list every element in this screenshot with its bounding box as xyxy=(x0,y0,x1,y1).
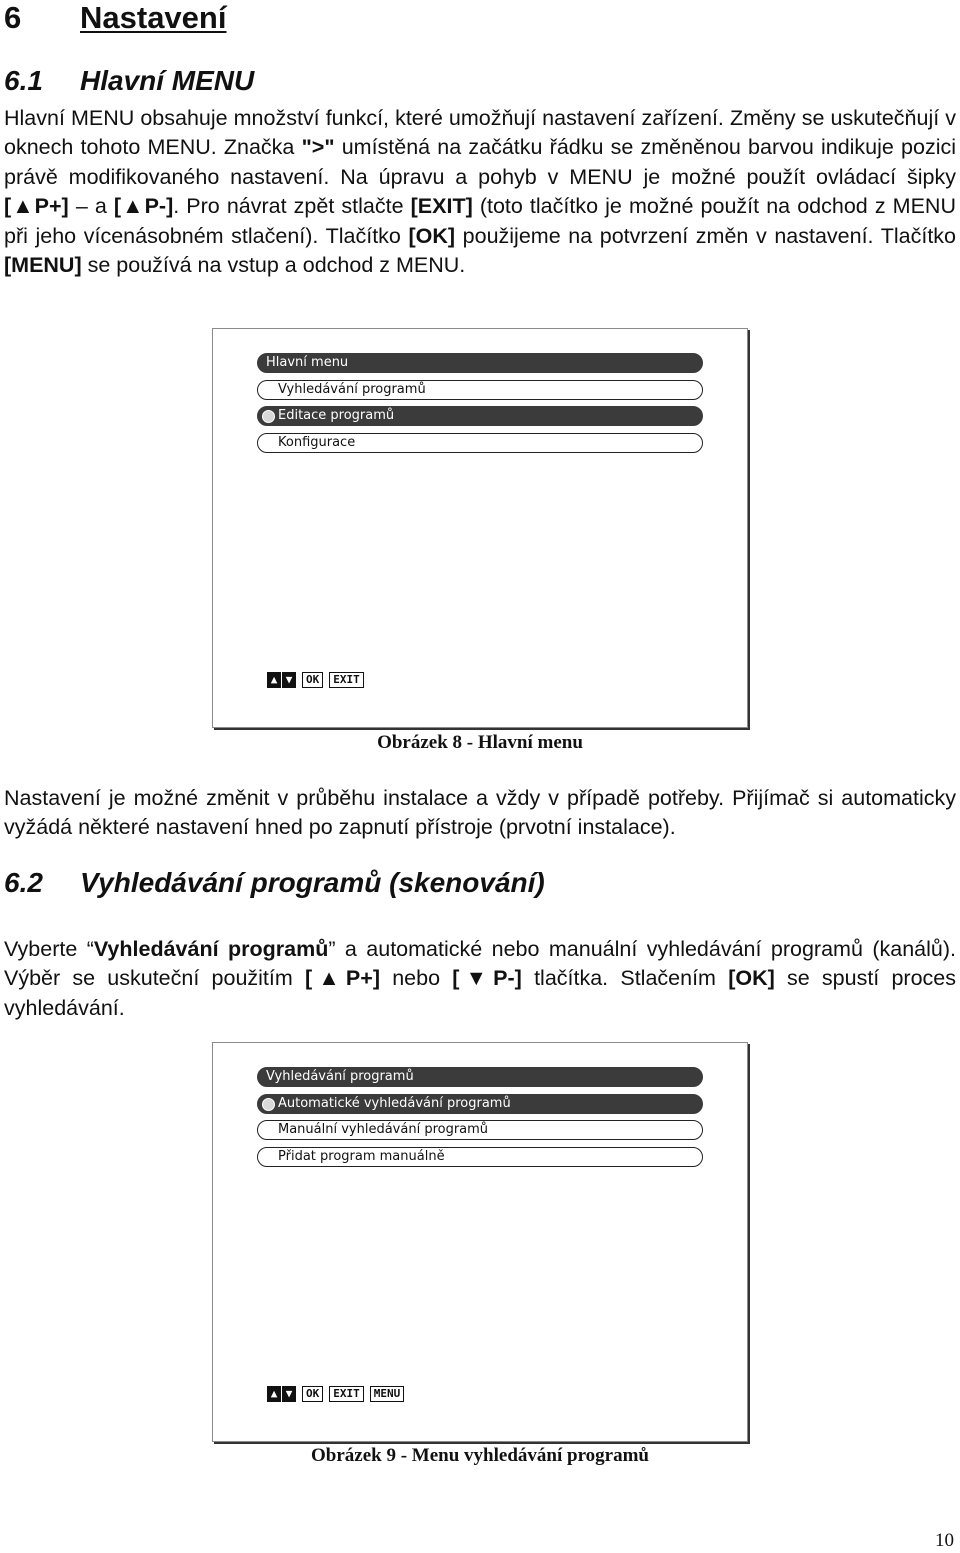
menu-item-konfigurace[interactable]: Konfigurace xyxy=(257,433,703,453)
intro-paragraph: Hlavní MENU obsahuje množství funkcí, které umožňují nastavení zařízení. Změny se uskutečňují v oknech tohoto MENU. Značka ">" umístěná na začátku řádku se změněnou barvou indikuje pozici právě modifikovaného nastavení. Na úpravu a pohyb v MENU je možné použít ovládací šipky [▲P+] – a [▲P-]. Pro návrat zpět stlačte [EXIT] (toto tlačítko je možné použít na odchod z MENU při jeho vícenásobném stlačení). Tlačítko [OK] použijeme na potvrzení změn v nastavení. Tlačítko [MENU] se používá na vstup a odchod z MENU. xyxy=(4,106,957,278)
up-down-arrow-icon: ▲ ▼ xyxy=(267,1386,296,1402)
section-number: 6.1 xyxy=(4,65,43,96)
figure-9-screen xyxy=(212,1042,748,1442)
chapter-heading xyxy=(4,0,226,36)
chapter-number: 6 xyxy=(4,0,22,35)
menu-title-bar: Hlavní menu xyxy=(257,353,703,373)
page-number: 10 xyxy=(935,1530,954,1551)
section-title: Hlavní MENU xyxy=(80,65,255,96)
menu-item-manualni[interactable]: Manuální vyhledávání programů xyxy=(257,1120,703,1140)
up-down-arrow-icon: ▲ ▼ xyxy=(267,672,296,688)
selection-dot-icon xyxy=(262,1098,275,1111)
chapter-title: Nastavení xyxy=(80,0,227,35)
menu-title-bar: Vyhledávání programů xyxy=(257,1067,703,1087)
menu-item-editace[interactable]: Editace programů xyxy=(257,406,703,426)
ok-key: OK xyxy=(302,1386,323,1402)
ok-key: OK xyxy=(302,672,323,688)
selection-dot-icon xyxy=(262,410,275,423)
menu-key: MENU xyxy=(370,1386,405,1402)
menu-item-automaticke[interactable]: Automatické vyhledávání programů xyxy=(257,1094,703,1114)
menu-bars xyxy=(257,353,703,460)
exit-key: EXIT xyxy=(329,1386,364,1402)
figure-8-caption: Obrázek 8 - Hlavní menu xyxy=(377,732,583,753)
menu-item-pridat[interactable]: Přidat program manuálně xyxy=(257,1147,703,1167)
search-paragraph: Vyberte “Vyhledávání programů” a automatické nebo manuální vyhledávání programů (kanálů). Výběr se uskuteční použitím [▲P+] nebo [▼P-] tlačítka. Stlačením [OK] se spustí proces vyhledávání. xyxy=(4,937,957,1020)
key-hints xyxy=(267,1385,404,1403)
key-hints xyxy=(267,671,364,689)
settings-paragraph: Nastavení je možné změnit v průběhu instalace a vždy v případě potřeby. Přijímač si automaticky vyžádá některé nastavení hned po zapnutí přístroje (prvotní instalace). xyxy=(4,786,956,840)
section-heading-6-2 xyxy=(4,866,545,900)
menu-item-vyhledavani[interactable]: Vyhledávání programů xyxy=(257,380,703,400)
section-number: 6.2 xyxy=(4,867,43,898)
figure-9-caption: Obrázek 9 - Menu vyhledávání programů xyxy=(311,1445,649,1466)
section-heading-6-1 xyxy=(4,64,254,98)
section-title: Vyhledávání programů (skenování) xyxy=(80,867,545,898)
menu-bars xyxy=(257,1067,703,1174)
exit-key: EXIT xyxy=(329,672,364,688)
figure-8-screen xyxy=(212,328,748,728)
